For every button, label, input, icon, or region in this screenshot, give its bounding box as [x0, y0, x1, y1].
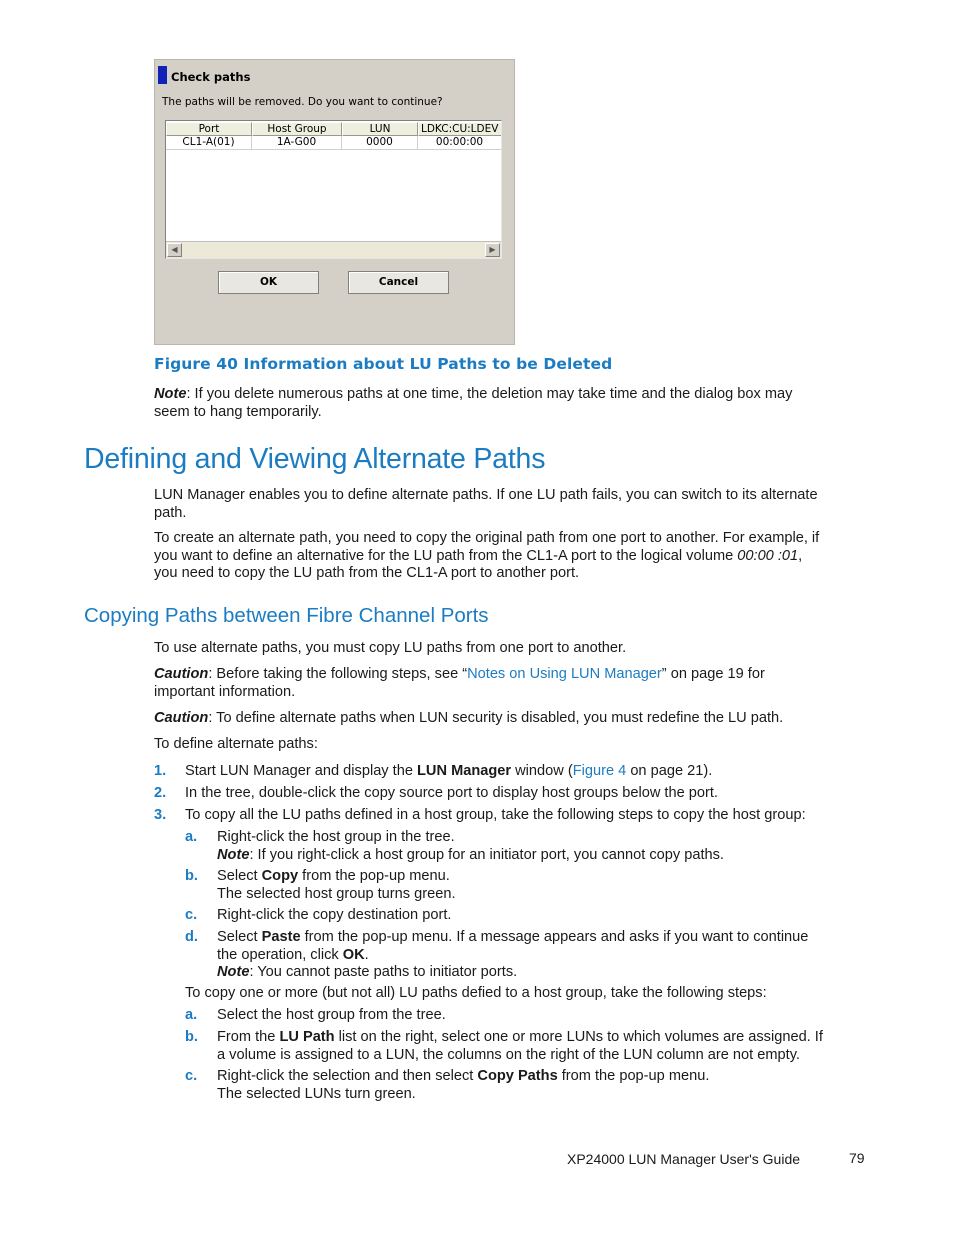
example-line-2	[154, 548, 819, 566]
substep-1c: Right-click the copy destination port.	[217, 907, 452, 923]
dialog-titlebar	[155, 64, 514, 84]
caution2-text: : To define alternate paths when LUN security is disabled, you must redefine the LU path.	[208, 710, 784, 726]
copy-command: Copy	[261, 868, 299, 884]
lu-path-list: LU Path	[279, 1029, 335, 1045]
column-header-host-group[interactable]: Host Group	[252, 122, 342, 136]
substep-1d-period: .	[364, 946, 369, 963]
note-label: Note	[217, 846, 250, 863]
example-text: you want to define an alternative for the LU path from the CL1-A port to the logical volume	[154, 547, 738, 564]
footer-guide-title: XP24000 LUN Manager User's Guide	[567, 1151, 801, 1167]
define-paths-intro: To define alternate paths:	[154, 736, 318, 752]
figure-4-link[interactable]: Figure 4	[572, 763, 627, 779]
column-header-ldev[interactable]: LDKC:CU:LDEV	[418, 122, 502, 136]
scroll-left-icon[interactable]: ◀	[167, 243, 182, 257]
cell-host-group: 1A-G00	[252, 136, 342, 150]
substep-1d-line-1	[217, 929, 808, 947]
intro-line-1: LUN Manager enables you to define alternate paths. If one LU path fails, you can switch to its alternate	[154, 487, 818, 503]
substep-2b-line-2: a volume is assigned to a LUN, the columns on the right of the LUN column are not empty.	[217, 1046, 800, 1063]
substep-letter: c.	[185, 1068, 198, 1084]
substep-1b-line-1	[217, 868, 456, 886]
caution1-text: : Before taking the following steps, see “	[208, 666, 468, 682]
scroll-right-icon[interactable]: ▶	[485, 243, 500, 257]
substep-1d-text-2: from the pop-up menu. If a message appears and asks if you want to continue	[300, 929, 809, 945]
example-paragraph	[154, 530, 819, 583]
table-row[interactable]	[166, 136, 502, 150]
figure-caption: Figure 40 Information about LU Paths to be Deleted	[154, 355, 613, 373]
check-paths-dialog	[154, 59, 515, 345]
caution-paragraph-2	[154, 710, 783, 728]
dialog-message: The paths will be removed. Do you want to continue?	[162, 96, 443, 108]
caution1-page: ” on page 19 for	[661, 666, 765, 682]
substep-2c	[217, 1068, 709, 1103]
cancel-button[interactable]: Cancel	[348, 271, 449, 294]
ok-button[interactable]: OK	[218, 271, 319, 294]
substep-2b-text: From the	[217, 1029, 280, 1045]
caution-paragraph-1	[154, 666, 765, 701]
substep-1a-text: Right-click the host group in the tree.	[217, 829, 455, 845]
horizontal-scrollbar[interactable]	[166, 241, 501, 258]
substep-1d-note	[217, 964, 808, 982]
note-line-1	[154, 386, 792, 404]
table-header	[166, 122, 502, 136]
note-text: : If you delete numerous paths at one time, the deletion may take time and the dialog box may	[186, 386, 793, 402]
example-line-3: you need to copy the LU path from the CL1-A port to another port.	[154, 565, 580, 581]
substep-letter: b.	[185, 1029, 198, 1045]
substep-1a-note-text: : If you right-click a host group for an initiator port, you cannot copy paths.	[249, 846, 724, 863]
substep-1b-text: Select	[217, 868, 262, 884]
step-2: In the tree, double-click the copy source port to display host groups below the port.	[185, 785, 718, 801]
cell-port: CL1-A(01)	[166, 136, 252, 150]
logical-volume: 00:00 :01	[737, 547, 799, 564]
step-1-text-2: window (	[511, 763, 573, 779]
note-label: Note	[154, 386, 187, 402]
paths-table[interactable]	[165, 120, 502, 259]
substep-1d-text-3: the operation, click	[217, 946, 343, 963]
substep-1d-line-2	[217, 947, 808, 965]
substep-letter: c.	[185, 907, 198, 923]
step-number: 3.	[154, 807, 167, 823]
step-3: To copy all the LU paths defined in a host group, take the following steps to copy the host group:	[185, 807, 806, 823]
subsection-title: Copying Paths between Fibre Channel Ports	[84, 604, 489, 627]
substep-2a: Select the host group from the tree.	[217, 1007, 446, 1023]
caution-label: Caution	[154, 666, 209, 682]
copy-some-paths-intro: To copy one or more (but not all) LU paths defied to a host group, take the following steps:	[185, 985, 767, 1001]
substep-2c-text-2: from the pop-up menu.	[557, 1068, 710, 1084]
caution-label: Caution	[154, 710, 209, 726]
substep-1a-note	[217, 847, 724, 865]
step-1-text-3: on page 21).	[626, 763, 713, 779]
substep-1b	[217, 868, 456, 903]
ok-command: OK	[342, 946, 365, 963]
column-header-lun[interactable]: LUN	[342, 122, 418, 136]
note-paragraph	[154, 386, 792, 421]
section-title: Defining and Viewing Alternate Paths	[84, 443, 546, 475]
substep-letter: b.	[185, 868, 198, 884]
substep-2b	[217, 1029, 823, 1064]
substep-2c-text: Right-click the selection and then select	[217, 1068, 478, 1084]
copy-paths-command: Copy Paths	[477, 1068, 558, 1084]
use-alternate-paths-paragraph: To use alternate paths, you must copy LU paths from one port to another.	[154, 640, 627, 656]
substep-1d-text: Select	[217, 929, 262, 945]
substep-letter: d.	[185, 929, 198, 945]
paste-command: Paste	[261, 929, 301, 945]
caution1-line-2: important information.	[154, 683, 296, 700]
dialog-title-marker	[158, 66, 167, 84]
note-line-2: seem to hang temporarily.	[154, 403, 322, 420]
step-number: 1.	[154, 763, 167, 779]
step-1-bold: LUN Manager	[417, 763, 512, 779]
substep-1d	[217, 929, 808, 982]
page-number: 79	[849, 1150, 865, 1166]
substep-1a	[217, 829, 724, 864]
cell-lun: 0000	[342, 136, 418, 150]
substep-1b-line-2: The selected host group turns green.	[217, 885, 456, 902]
note-label: Note	[217, 964, 250, 980]
example-comma: ,	[798, 547, 803, 564]
substep-letter: a.	[185, 829, 198, 845]
intro-line-2: path.	[154, 504, 187, 521]
substep-2c-line-1	[217, 1068, 709, 1086]
substep-2b-line-1	[217, 1029, 823, 1047]
substep-2c-line-2: The selected LUNs turn green.	[217, 1085, 416, 1102]
column-header-port[interactable]: Port	[166, 122, 252, 136]
intro-paragraph	[154, 487, 818, 522]
dialog-title: Check paths	[171, 70, 251, 84]
substep-1b-text-2: from the pop-up menu.	[298, 868, 450, 884]
caution1-line-1	[154, 666, 765, 684]
step-1	[185, 763, 712, 781]
step-number: 2.	[154, 785, 167, 801]
substep-2b-text-2: list on the right, select one or more LUNs to which volumes are assigned. If	[334, 1029, 823, 1045]
example-line-1: To create an alternate path, you need to copy the original path from one port to another. For example, if	[154, 530, 820, 546]
substep-1d-note-text: : You cannot paste paths to initiator ports.	[249, 964, 518, 980]
cell-ldev: 00:00:00	[418, 136, 502, 150]
notes-link[interactable]: Notes on Using LUN Manager	[467, 666, 662, 682]
substep-letter: a.	[185, 1007, 198, 1023]
step-1-text: Start LUN Manager and display the	[185, 763, 418, 779]
